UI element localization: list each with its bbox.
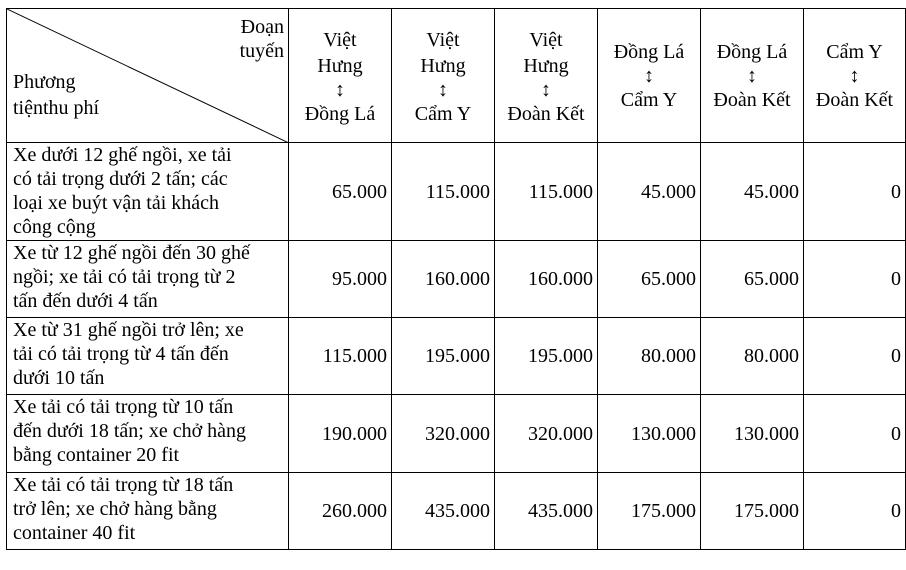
- vehicle-type-cell: Xe tải có tải trọng từ 10 tấn đến dưới 18 tấn; xe chở hàng bằng container 20 fit: [7, 395, 289, 473]
- up-down-arrow-icon: ↕: [849, 65, 860, 87]
- route-segment-label: [240, 15, 284, 63]
- table-row: [7, 473, 906, 550]
- up-down-arrow-icon: ↕: [541, 79, 551, 101]
- header-row: [7, 9, 906, 143]
- fee-cell: 80.000: [701, 318, 804, 395]
- fee-cell: 115.000: [392, 143, 495, 241]
- fee-cell: 65.000: [289, 143, 392, 241]
- fee-cell: 45.000: [598, 143, 701, 241]
- route-header-viet-hung-cam-y: Việt Hưng ↕ Cẩm Y: [392, 9, 495, 143]
- table-row: [7, 318, 906, 395]
- fee-cell: 0: [804, 318, 906, 395]
- table-row: [7, 395, 906, 473]
- route-header-viet-hung-dong-la: Việt Hưng ↕ Đồng Lá: [289, 9, 392, 143]
- fee-cell: 175.000: [598, 473, 701, 550]
- fee-cell: 320.000: [495, 395, 598, 473]
- up-down-arrow-icon: ↕: [438, 79, 448, 101]
- route-header-cam-y-doan-ket: Cẩm Y ↕ Đoàn Kết: [804, 9, 906, 143]
- fee-cell: 45.000: [701, 143, 804, 241]
- up-down-arrow-icon: ↕: [747, 65, 757, 87]
- vehicle-type-label: [13, 69, 99, 121]
- corner-top-line: Đoạn: [240, 16, 284, 38]
- fee-cell: 160.000: [392, 241, 495, 318]
- corner-header-cell: [7, 9, 289, 143]
- fee-cell: 0: [804, 395, 906, 473]
- vehicle-type-cell: Xe từ 31 ghế ngồi trở lên; xe tải có tải trọng từ 4 tấn đến dưới 10 tấn: [7, 318, 289, 395]
- fee-cell: 130.000: [598, 395, 701, 473]
- fee-cell: 0: [804, 473, 906, 550]
- corner-top-line: tuyến: [239, 40, 284, 62]
- fee-cell: 115.000: [289, 318, 392, 395]
- fee-cell: 260.000: [289, 473, 392, 550]
- fee-cell: 65.000: [701, 241, 804, 318]
- route-header-dong-la-doan-ket: Đồng Lá ↕ Đoàn Kết: [701, 9, 804, 143]
- vehicle-type-cell: Xe từ 12 ghế ngồi đến 30 ghế ngồi; xe tải có tải trọng từ 2 tấn đến dưới 4 tấn: [7, 241, 289, 318]
- fee-cell: 175.000: [701, 473, 804, 550]
- fee-cell: 80.000: [598, 318, 701, 395]
- fee-cell: 160.000: [495, 241, 598, 318]
- toll-fee-table: [6, 8, 906, 550]
- table-row: [7, 241, 906, 318]
- route-header-dong-la-cam-y: Đồng Lá ↕ Cẩm Y: [598, 9, 701, 143]
- fee-cell: 435.000: [392, 473, 495, 550]
- fee-cell: 190.000: [289, 395, 392, 473]
- fee-cell: 0: [804, 241, 906, 318]
- vehicle-type-cell: Xe tải có tải trọng từ 18 tấn trở lên; xe chở hàng bằng container 40 fit: [7, 473, 289, 550]
- table-row: [7, 143, 906, 241]
- fee-cell: 0: [804, 143, 906, 241]
- corner-bottom-line: tiệnthu phí: [13, 97, 100, 119]
- corner-bottom-line: Phương: [13, 71, 76, 93]
- up-down-arrow-icon: ↕: [644, 65, 654, 87]
- up-down-arrow-icon: ↕: [335, 79, 345, 101]
- fee-cell: 320.000: [392, 395, 495, 473]
- fee-cell: 130.000: [701, 395, 804, 473]
- fee-cell: 115.000: [495, 143, 598, 241]
- fee-cell: 95.000: [289, 241, 392, 318]
- vehicle-type-cell: Xe dưới 12 ghế ngồi, xe tải có tải trọng dưới 2 tấn; các loại xe buýt vận tải khách công cộng: [7, 143, 289, 241]
- fee-cell: 195.000: [495, 318, 598, 395]
- fee-cell: 65.000: [598, 241, 701, 318]
- fee-cell: 195.000: [392, 318, 495, 395]
- route-header-viet-hung-doan-ket: Việt Hưng ↕ Đoàn Kết: [495, 9, 598, 143]
- fee-cell: 435.000: [495, 473, 598, 550]
